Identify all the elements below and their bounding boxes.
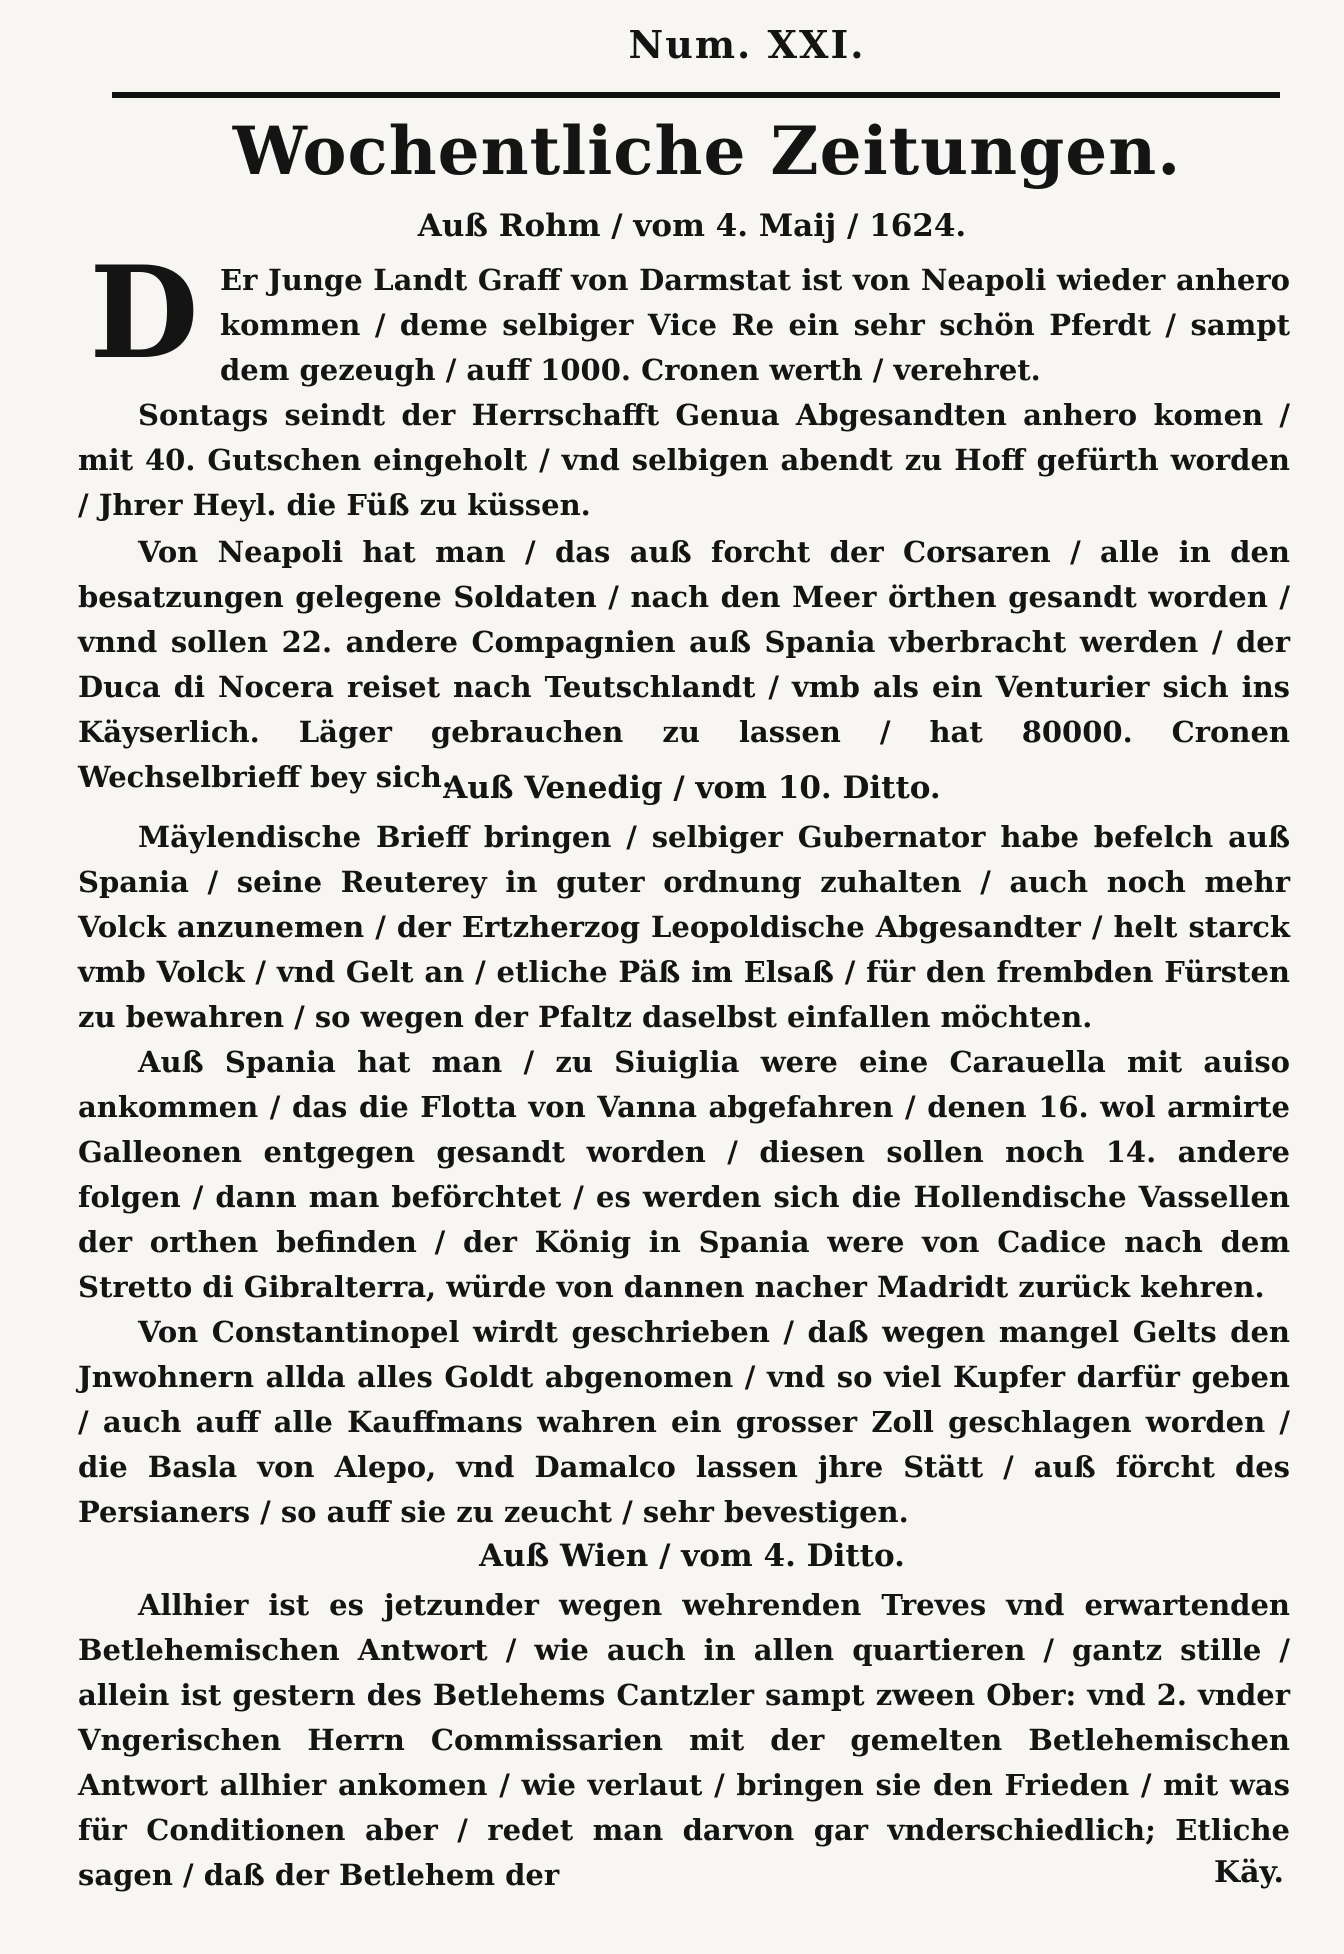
dateline-vienna: Auß Wien / vom 4. Ditto. bbox=[479, 1538, 905, 1574]
article-paragraph: Auß Spania hat man / zu Siuiglia were eine Carauella mit auiso ankommen / das die Flotta von Vanna abgefahren / denen 16. wol armirte Galleonen entgegen gesandt worden / diesen sollen noch 14. andere folgen / dann man beförchtet / es werden sich die Hollendische Vassellen der orthen befinden / der König in Spania were von Cadice nach dem Stretto di Gibralterra, würde von dannen nacher Madridt zurück kehren. bbox=[78, 1045, 1290, 1304]
article-paragraph: Mäylendische Brieff bringen / selbiger Gubernator habe befelch auß Spania / seine Reuterey in guter ordnung zuhalten / auch noch mehr Volck anzunemen / der Ertzherzog Leopoldische Abgesandter / helt starck vmb Volck / vnd Gelt an / etliche Päß im Elsaß / für den frembden Fürsten zu bewahren / so wegen der Pfaltz daselbst einfallen möchten. bbox=[78, 820, 1290, 1034]
article-paragraph bbox=[78, 239, 1290, 393]
article-paragraph: Von Constantinopel wirdt geschrieben / daß wegen mangel Gelts den Jnwohnern allda alles Goldt abgenomen / vnd so viel Kupfer darfür geben / auch auff alle Kauffmans wahren ein grosser Zoll geschlagen worden / die Basla von Alepo, vnd Damalco lassen jhre Stätt / auß förcht des Persianers / so auff sie zu zeucht / sehr bevestigen. bbox=[78, 1315, 1290, 1529]
paragraph-text: Er Junge Landt Graff von Darmstat ist von Neapoli wieder anhero kommen / deme selbiger Vice Re ein sehr schön Pferdt / sampt dem gezeugh / auff 1000. Cronen werth / verehret. bbox=[220, 263, 1290, 387]
issue-number: Num. XXI. bbox=[628, 22, 866, 67]
dateline-rome: Auß Rohm / vom 4. Maij / 1624. bbox=[417, 208, 967, 244]
article-paragraph: Allhier ist es jetzunder wegen wehrenden Treves vnd erwartenden Betlehemischen Antwort / wie auch in allen quartieren / gantz stille / allein ist gestern des Betlehems Cantzler sampt zween Ober: vnd 2. vnder Vngerischen Herrn Commissarien mit der gemelten Betlehemischen Antwort allhier ankomen / wie verlaut / bringen sie den Frieden / mit was für Conditionen aber / redet man darvon gar vnderschiedlich; Etliche sagen / daß der Betlehem der bbox=[78, 1588, 1290, 1892]
catchword: Käy. bbox=[1214, 1855, 1284, 1890]
drop-cap: D bbox=[89, 239, 199, 387]
dateline-venice: Auß Venedig / vom 10. Ditto. bbox=[443, 770, 941, 806]
article-paragraph: Von Neapoli hat man / das auß forcht der Corsaren / alle in den besatzungen gelegene Soldaten / nach den Meer örthen gesandt worden / vnnd sollen 22. andere Compagnien auß Spania vberbracht werden / der Duca di Nocera reiset nach Teutschlandt / vmb als ein Venturier sich ins Käyserlich. Läger gebrauchen zu lassen / hat 80000. Cronen Wechselbrieff bey sich. bbox=[78, 535, 1290, 794]
header-rule bbox=[112, 92, 1280, 98]
article-paragraph: Sontags seindt der Herrschafft Genua Abgesandten anhero komen / mit 40. Gutschen eingeholt / vnd selbigen abendt zu Hoff gefürth worden / Jhrer Heyl. die Füß zu küssen. bbox=[78, 398, 1290, 522]
masthead-title: Wochentliche Zeitungen. bbox=[232, 112, 1182, 190]
